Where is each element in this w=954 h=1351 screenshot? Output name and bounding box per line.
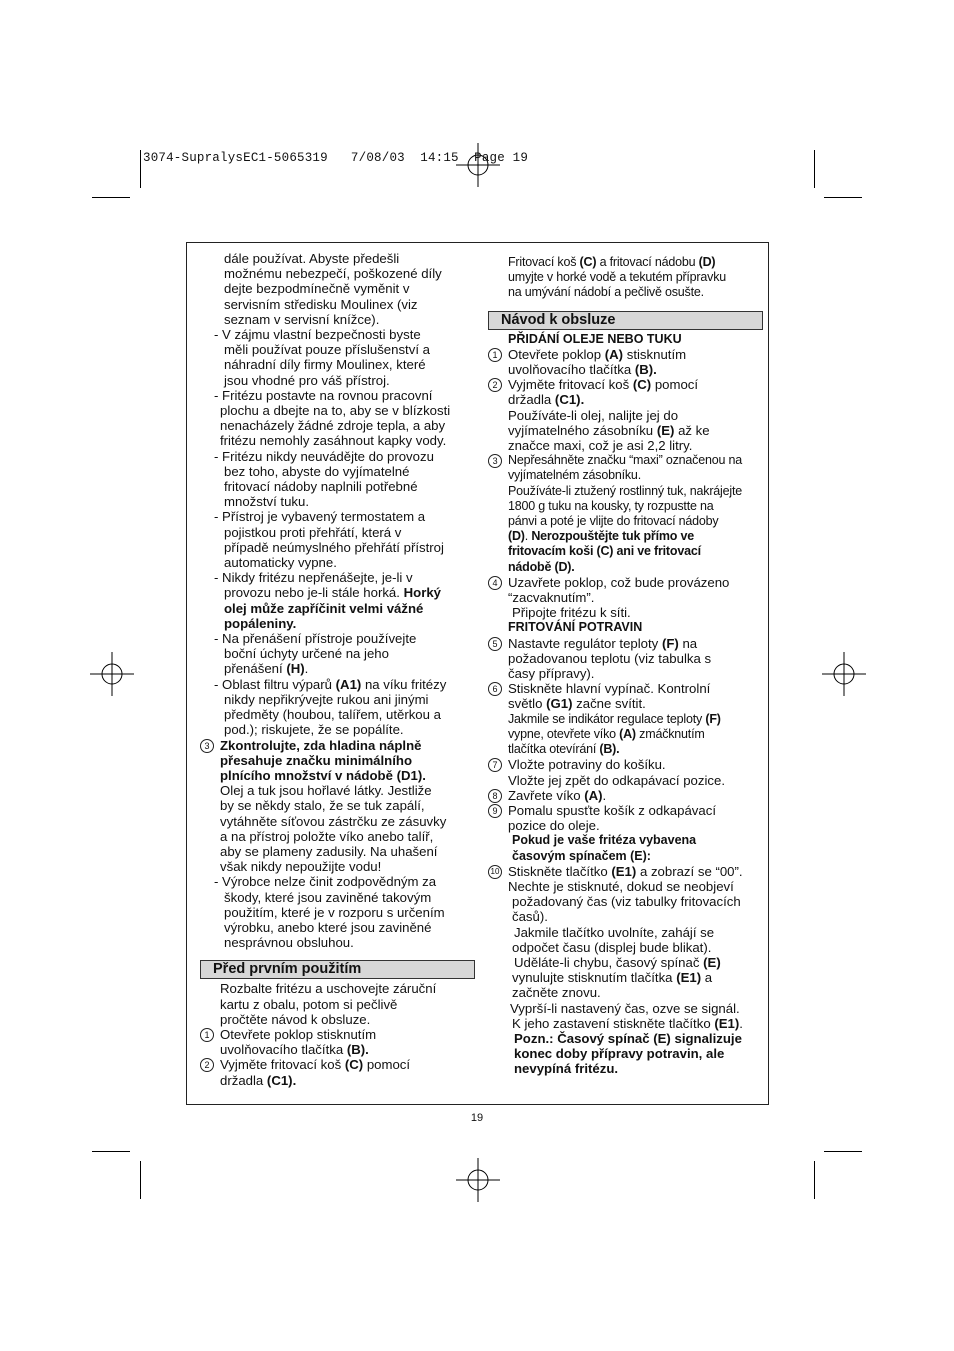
- crop-mark: [140, 1161, 141, 1199]
- right-column: [488, 255, 763, 1077]
- text-line: Vyprší-li nastavený čas, ozve se signál.: [510, 1000, 740, 1016]
- text-line: uvolňovacího tlačítka (B).: [508, 362, 657, 378]
- section-heading: Návod k obsluze: [488, 311, 763, 330]
- step-3: 3 Zkontrolujte, zda hladina náplně: [200, 738, 475, 753]
- text-line: automaticky vypne.: [224, 555, 337, 571]
- text-line: “zacvaknutím”.: [508, 590, 595, 606]
- text-line: Olej a tuk jsou hořlavé látky. Jestliže: [220, 783, 432, 799]
- text-line: K jeho zastavení stiskněte tlačítko (E1).: [512, 1015, 743, 1031]
- crop-mark: [814, 1161, 815, 1199]
- text-line: držadla (C1).: [220, 1072, 297, 1088]
- text-line: na umývání nádobí a pečlivě osušte.: [508, 285, 704, 300]
- text-line: Rozbalte fritézu a uschovejte záruční: [220, 981, 437, 997]
- crop-mark: [140, 150, 141, 188]
- text-line: Pozn.: Časový spínač (E) signalizuje: [514, 1030, 742, 1046]
- text-line: a na přístroj položte víko anebo talíř,: [220, 828, 434, 844]
- step-number-icon: 2: [200, 1058, 214, 1072]
- text-line: dejte bezpodmínečně vyměnit v: [224, 281, 410, 297]
- text-line: požadovanou teplotu (viz tabulka s: [508, 650, 712, 666]
- text-line: časy přípravy).: [508, 666, 595, 682]
- step-1: 1 Otevřete poklop (A) stisknutím: [488, 347, 763, 362]
- text-line: Používáte-li olej, nalijte jej do: [508, 407, 679, 423]
- text-line: odpočet času (displej bude blikat).: [512, 939, 712, 955]
- step-number-icon: 1: [488, 348, 502, 362]
- text-line: použitím, které je v rozporu s určením: [224, 904, 445, 920]
- bullet-line: - Fritézu postavte na rovnou pracovní: [214, 387, 433, 403]
- crop-mark: [92, 1151, 130, 1152]
- text-line: vyjímatelném zásobníku.: [508, 468, 641, 483]
- bullet-line: - Přístroj je vybavený termostatem a: [214, 509, 426, 525]
- text-line: fritovací nádoby naplnili potřebné: [224, 479, 418, 495]
- subheading: PŘIDÁNÍ OLEJE NEBO TUKU: [508, 331, 682, 346]
- step-1: 1 Otevřete poklop stisknutím: [200, 1027, 475, 1042]
- text-line: jsou vhodné pro váš přístroj.: [224, 372, 390, 388]
- text-line: výrobku, anebo které jsou zaviněné: [224, 919, 432, 935]
- step-2: 2 Vyjměte fritovací koš (C) pomocí: [200, 1057, 475, 1072]
- step-number-icon: 8: [488, 789, 502, 803]
- text-line: měli používat pouze příslušenství a: [224, 342, 430, 358]
- text-line: fritézu nemohly zasáhnout kapky vody.: [220, 433, 447, 449]
- registration-mark-icon: [456, 143, 500, 187]
- page-number: 19: [470, 1112, 484, 1124]
- text-line: přesahuje značku minimálního: [220, 752, 412, 768]
- bullet-line: - Na přenášení přístroje používejte: [214, 631, 417, 647]
- text-line: 1800 g tuku na kousky, ty rozpustte na: [508, 498, 714, 513]
- bullet-line: - Výrobce nelze činit zodpovědným za: [214, 874, 437, 890]
- text-line: vytáhněte síťovou zástrčku ze zásuvky: [220, 813, 447, 829]
- text-line: Fritovací koš (C) a fritovací nádobu (D): [508, 255, 716, 269]
- text-line: přenášení (H).: [224, 661, 309, 677]
- text-line: tlačítka otevírání (B).: [508, 742, 620, 757]
- text-line: dále používat. Abyste předešli: [224, 251, 400, 266]
- left-column: [200, 251, 475, 1088]
- text-line: popáleniny.: [224, 615, 297, 631]
- text-line: požadovaný čas (viz tabulky fritovacích: [512, 894, 741, 910]
- text-line: pozice do oleje.: [508, 818, 600, 834]
- text-line: aby se plameny zadusily. Na uhašení: [220, 843, 438, 859]
- text-line: časovým spínačem (E):: [512, 848, 651, 863]
- text-line: předměty (houbou, talířem, utěrkou a: [224, 707, 441, 723]
- text-line: umyjte v horké vodě a tekutém přípravku: [508, 270, 726, 285]
- step-8: 8 Zavřete víko (A).: [488, 788, 763, 803]
- step-number-icon: 1: [200, 1028, 214, 1042]
- text-line: uvolňovacího tlačítka (B).: [220, 1042, 369, 1058]
- step-9: 9 Pomalu spusťte košík z odkapávací: [488, 803, 763, 818]
- text-line: servisním středisku Moulinex (viz: [224, 296, 418, 312]
- text-line: boční úchyty určené na jeho: [224, 646, 389, 662]
- text-line: držadla (C1).: [508, 392, 585, 408]
- text-line: Uděláte-li chybu, časový spínač (E): [514, 954, 721, 970]
- step-number-icon: 2: [488, 378, 502, 392]
- text-line: možnému nebezpečí, poškozené díly: [224, 266, 442, 282]
- text-line: provozu nebo je-li stále horká. Horký: [224, 585, 441, 601]
- text-line: nevypíná fritézu.: [514, 1061, 619, 1077]
- text-line: Pokud je vaše fritéza vybavena: [512, 833, 697, 848]
- text-line: seznam v servisní knížce).: [224, 311, 380, 327]
- text-line: pánvi a poté je vlijte do fritovací nádoby: [508, 514, 719, 529]
- step-number-icon: 10: [488, 865, 502, 879]
- text-line: však nikdy nepoužijte vodu!: [220, 859, 382, 875]
- registration-mark-icon: [90, 652, 134, 696]
- text-line: značce maxi, což je asi 2,2 litry.: [508, 438, 693, 454]
- step-2: 2 Vyjměte fritovací koš (C) pomocí: [488, 377, 763, 392]
- step-6: 6 Stiskněte hlavní vypínač. Kontrolní: [488, 681, 763, 696]
- registration-mark-icon: [456, 1158, 500, 1202]
- text-line: konec doby přípravy potravin, ale: [514, 1046, 725, 1062]
- crop-mark: [824, 197, 862, 198]
- crop-mark: [824, 1151, 862, 1152]
- text-line: nádobě (D).: [508, 559, 575, 574]
- step-number-icon: 7: [488, 758, 502, 772]
- text-line: Jakmile se indikátor regulace teploty (F): [508, 711, 721, 726]
- text-line: vypne, otevřete víko (A) zmáčknutím: [508, 726, 705, 741]
- text-line: náhradní díly firmy Moulinex, které: [224, 357, 426, 373]
- step-number-icon: 9: [488, 804, 502, 818]
- text-line: škody, které jsou zaviněné takovým: [224, 889, 432, 905]
- crop-mark: [814, 150, 815, 188]
- step-10: 10 Stiskněte tlačítko (E1) a zobrazí se “00”.: [488, 864, 763, 879]
- section-heading: Před prvním použitím: [200, 960, 475, 979]
- text-line: pojistkou proti přehřátí, která v: [224, 524, 402, 540]
- step-7: 7 Vložte potraviny do košíku.: [488, 757, 763, 772]
- text-line: časů).: [512, 909, 548, 925]
- text-line: fritovacím koši (C) ani ve fritovací: [508, 544, 701, 559]
- print-slug: 3074-SupralysEC1-5065319 7/08/03 14:15 Page 19: [143, 151, 529, 165]
- text-line: množství tuku.: [224, 494, 310, 510]
- text-line: Nechte je stisknuté, dokud se neobjeví: [508, 878, 734, 894]
- text-line: nikdy nepřikrývejte rukou ani jinými: [224, 691, 429, 707]
- step-number-icon: 6: [488, 682, 502, 696]
- text-line: případě neúmyslného přehřátí přístroj: [224, 539, 444, 555]
- text-line: (D). Nerozpouštějte tuk přímo ve: [508, 529, 694, 544]
- text-line: olej může zapříčinit velmi vážné: [224, 600, 424, 616]
- text-line: nenacházely žádné zdroje tepla, a aby: [220, 418, 446, 434]
- text-line: světlo (G1) začne svítit.: [508, 696, 646, 712]
- text-line: plnícího množství v nádobě (D1).: [220, 767, 426, 783]
- text-line: začněte znovu.: [512, 985, 601, 1001]
- bullet-line: - Fritézu nikdy neuvádějte do provozu: [214, 448, 434, 464]
- step-4: 4 Uzavřete poklop, což bude provázeno: [488, 575, 763, 590]
- text-line: vynulujte stisknutím tlačítka (E1) a: [512, 970, 713, 986]
- text-line: vyjímatelného zásobníku (E) až ke: [508, 422, 710, 438]
- text-line: Používáte-li ztužený rostlinný tuk, nakrájejte: [508, 483, 742, 498]
- bullet-line: - V zájmu vlastní bezpečnosti byste: [214, 327, 421, 343]
- subheading: FRITOVÁNÍ POTRAVIN: [508, 620, 643, 635]
- text-line: kartu z obalu, potom si pečlivě: [220, 996, 398, 1012]
- step-number-icon: 4: [488, 576, 502, 590]
- text-line: Jakmile tlačítko uvolníte, zahájí se: [514, 924, 715, 940]
- step-5: 5 Nastavte regulátor teploty (F) na: [488, 636, 763, 651]
- text-line: pročtěte návod k obsluze.: [220, 1011, 371, 1027]
- step-number-icon: 3: [200, 739, 214, 753]
- text-line: Vložte jej zpět do odkapávací pozice.: [508, 772, 725, 788]
- crop-mark: [92, 197, 130, 198]
- step-3: 3 Nepřesáhněte značku “maxi” označenou na: [488, 453, 763, 468]
- text-line: nesprávnou obsluhou.: [224, 935, 354, 951]
- text-line: Připojte fritézu k síti.: [512, 605, 631, 621]
- text-line: pod.); riskujete, že se popálíte.: [224, 722, 404, 738]
- registration-mark-icon: [822, 652, 866, 696]
- text-line: by se někdy stalo, že se tuk zapálí,: [220, 798, 425, 814]
- bullet-line: - Oblast filtru výparů (A1) na víku fritézy: [214, 676, 447, 692]
- bullet-line: - Nikdy fritézu nepřenášejte, je-li v: [214, 570, 413, 586]
- step-number-icon: 5: [488, 637, 502, 651]
- text-line: bez toho, abyste do vyjímatelné: [224, 463, 410, 479]
- step-number-icon: 3: [488, 454, 502, 468]
- text-line: plochu a dbejte na to, aby se v blízkosti: [220, 403, 451, 419]
